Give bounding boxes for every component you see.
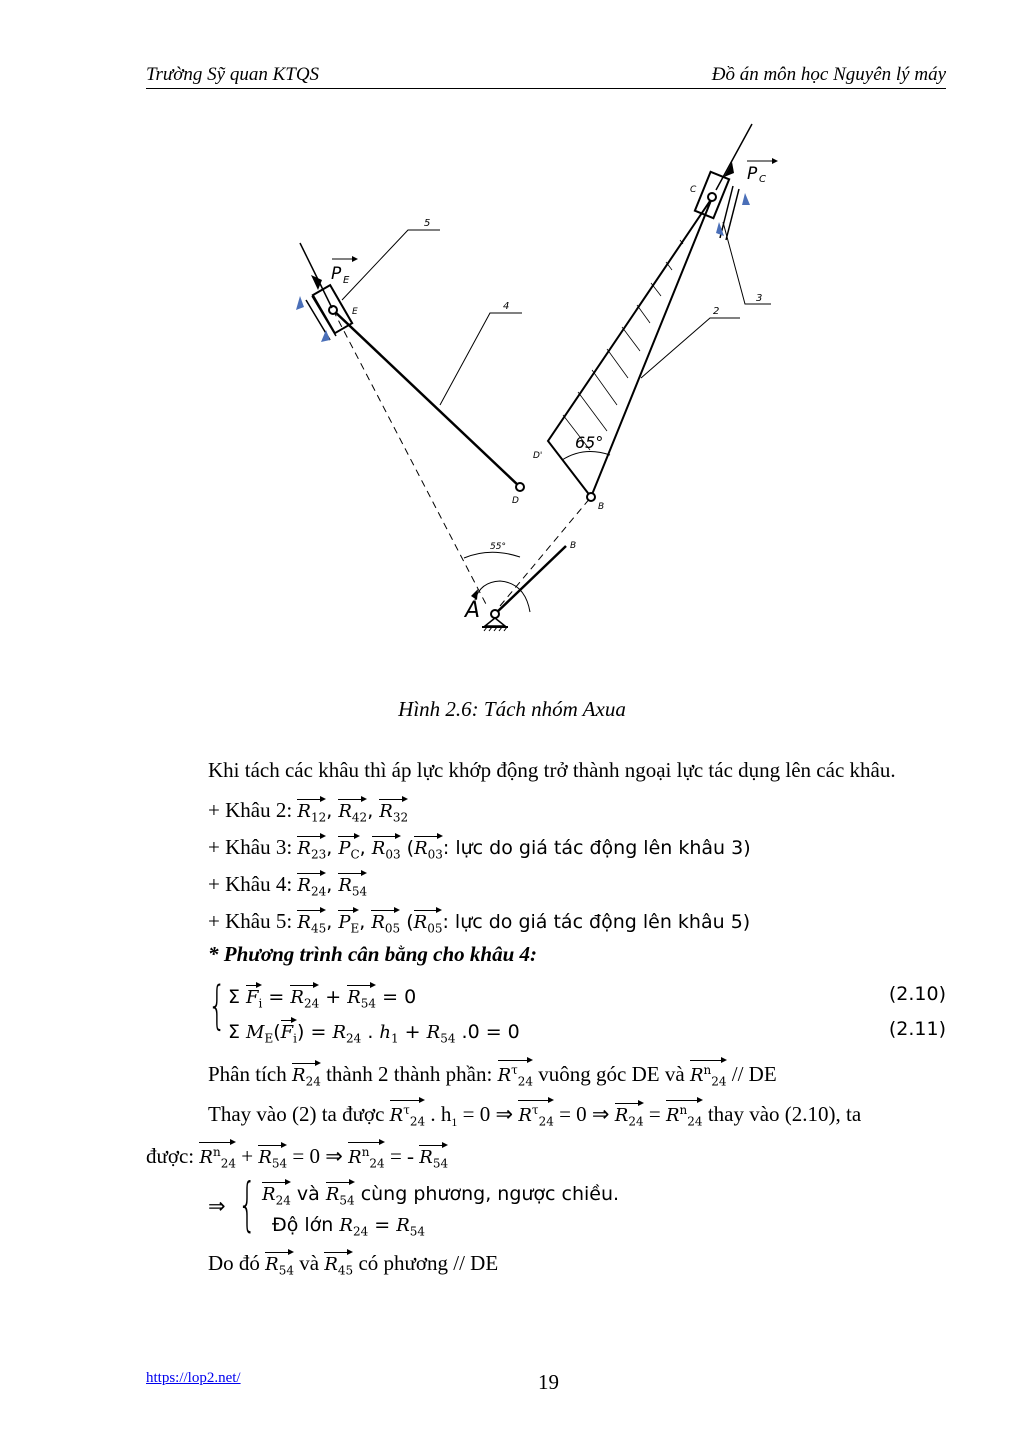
equation-2-number: (2.11)	[888, 1018, 946, 1040]
mechanism-figure	[0, 95, 1024, 655]
duoc-line: được: $R^n_{24} + R_{54} = 0$ ⇒ $R^n_{24}$ = - $R_{54}$	[146, 1140, 448, 1170]
header-course: Đồ án môn học Nguyên lý máy	[711, 64, 946, 85]
header-rule	[146, 88, 946, 89]
khau-4-line: + Khâu 4: $R_{24}$, $R_{54}$	[208, 872, 368, 899]
dashed-line-ea	[333, 310, 488, 608]
guide-3-inner	[726, 189, 739, 240]
joint-b	[587, 493, 595, 501]
label-pe-sub: E	[343, 275, 350, 286]
pivot-a-support	[485, 618, 505, 626]
label-pc-sub: C	[759, 174, 766, 185]
force-pe-line	[300, 243, 332, 308]
intro-paragraph: Khi tách các khâu thì áp lực khớp động trở thành ngoại lực tác dụng lên các khâu.	[208, 758, 896, 782]
leader-2	[641, 318, 740, 378]
label-c: C	[690, 185, 697, 195]
crank-ab	[495, 546, 566, 614]
leader-5	[342, 230, 440, 300]
label-65: 65°	[575, 433, 604, 452]
link-4	[333, 310, 520, 487]
system-brace: {	[238, 1170, 257, 1238]
equation-1: Σ $F_i = R_{24} + R_{54} = 0$	[228, 983, 416, 1010]
label-4: 4	[503, 301, 510, 312]
pe-vector-tip	[352, 256, 358, 262]
khau-5-line: + Khâu 5: $R_{45}$, $P_E$, $R_{05}$ ($R_{05}$: lực do giá tác động lên khâu 5)	[208, 909, 751, 936]
header-school: Trường Sỹ quan KTQS	[146, 64, 320, 85]
label-5: 5	[424, 218, 431, 229]
section-heading: * Phương trình cân bằng cho khâu 4:	[208, 942, 538, 966]
figure-caption: Hình 2.6: Tách nhóm Axua	[398, 697, 626, 721]
pivot-a	[491, 610, 499, 618]
label-a: A	[465, 598, 481, 623]
joint-c	[708, 193, 716, 201]
joint-d	[516, 483, 524, 491]
phan-tich-line: Phân tích $R_{24}$ thành 2 thành phần: $R^\tau_{24}$ vuông góc DE và $R^n_{24}$ // DE	[208, 1058, 777, 1088]
label-b-crank: B	[570, 541, 577, 551]
force-pc-arrowhead	[724, 162, 734, 177]
link-2-triangle	[548, 198, 712, 497]
guide-3	[720, 186, 733, 238]
dashed-line-ab	[500, 497, 591, 606]
khau-3-line: + Khâu 3: $R_{23}$, $P_C$, $R_{03}$ ($R_{03}$: lực do giá tác động lên khâu 3)	[208, 835, 751, 862]
equation-2: Σ $M_E(F_i) = R_{24}$ . $h_1 + R_{54}$ .0 = 0	[228, 1018, 520, 1045]
label-55: 55°	[490, 542, 506, 552]
footer-link[interactable]: https://lop2.net/	[146, 1370, 241, 1386]
guide-5-hatch-a	[296, 296, 304, 310]
leader-4	[440, 313, 522, 405]
label-d-prime: D'	[533, 451, 543, 461]
label-d-link: D	[512, 496, 519, 506]
equation-1-number: (2.10)	[888, 983, 946, 1005]
guide-5-hatch-b	[321, 330, 330, 342]
equation-brace: {	[208, 976, 227, 1036]
guide-3-hatch-a	[742, 193, 750, 205]
thay-vao-line: Thay vào (2) ta được $R^\tau_{24}$ . $h_1 = 0$ ⇒ $R^\tau_{24} = 0$ ⇒ $R_{24} = R^n_{24}$ thay vào (2.10), ta	[208, 1098, 861, 1128]
label-pe: P	[331, 264, 342, 284]
angle-55-arc	[464, 552, 520, 558]
joint-e	[329, 306, 337, 314]
implies-symbol: ⇒	[208, 1194, 226, 1218]
system-line-1: $R_{24}$ và $R_{54}$ cùng phương, ngược chiều.	[262, 1180, 619, 1207]
leader-3	[723, 222, 771, 304]
angle-65-arc	[562, 451, 610, 460]
khau-2-line: + Khâu 2: $R_{12}$, $R_{42}$, $R_{32}$	[208, 798, 409, 825]
label-b-link: B	[598, 502, 605, 512]
label-3: 3	[756, 293, 763, 304]
do-do-line: Do đó $R_{54}$ và $R_{45}$ có phương // DE	[208, 1251, 499, 1278]
label-pc: P	[747, 164, 758, 184]
pc-vector-tip	[772, 158, 778, 164]
system-line-2: Độ lớn $R_{24} = R_{54}$	[272, 1214, 426, 1239]
page-number: 19	[538, 1370, 559, 1394]
label-2: 2	[713, 306, 720, 317]
label-e: E	[352, 307, 358, 317]
